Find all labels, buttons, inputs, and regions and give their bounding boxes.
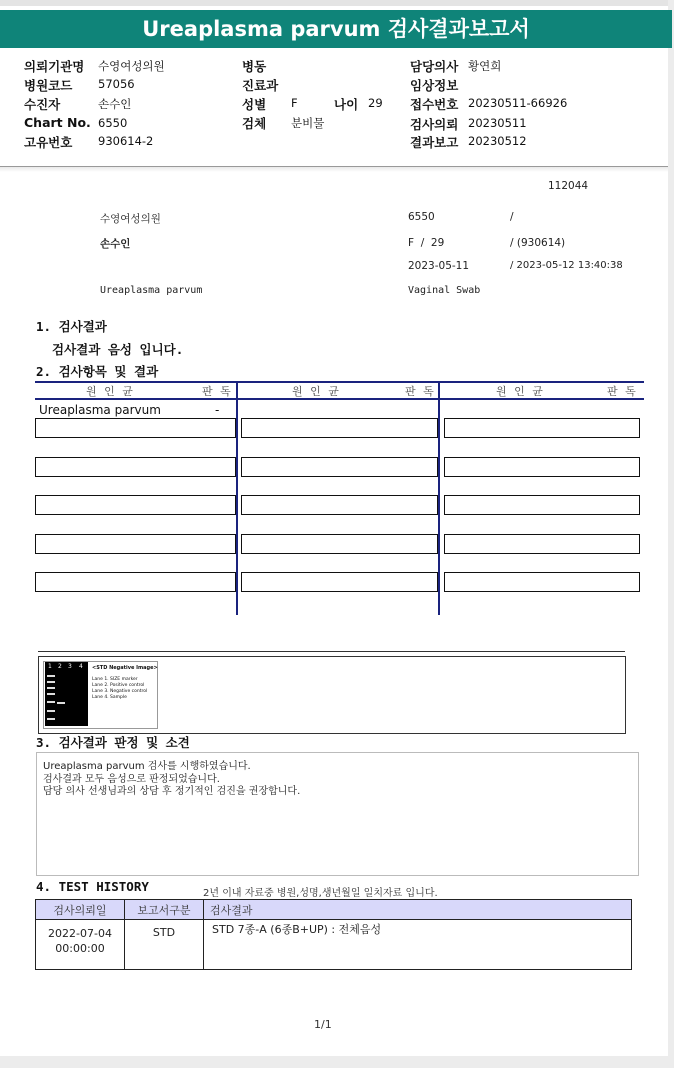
result-cell-box xyxy=(444,495,640,515)
result-cell-box xyxy=(444,457,640,477)
col-pathogen-header-3: 원 인 균 xyxy=(496,385,545,398)
sheet-report-datetime: / 2023-05-12 13:40:38 xyxy=(510,260,623,271)
bottom-border xyxy=(0,1056,674,1068)
department-label: 진료과 xyxy=(242,78,279,93)
gel-band xyxy=(57,702,65,704)
results-grid-divider-1 xyxy=(236,381,238,615)
result-cell-box xyxy=(241,534,438,554)
result-row-result: - xyxy=(215,403,220,417)
unique-no-label: 고유번호 xyxy=(24,135,73,150)
top-border xyxy=(0,0,674,6)
report-date-value: 20230512 xyxy=(468,134,527,148)
result-cell-box xyxy=(35,534,236,554)
section2-title: 2. 검사항목 및 결과 xyxy=(36,364,159,379)
viewer-scrollbar[interactable] xyxy=(668,0,674,1068)
section1-result-text: 검사결과 음성 입니다. xyxy=(52,342,184,357)
patient-label: 수진자 xyxy=(24,97,61,112)
hospital-code-value: 57056 xyxy=(98,77,135,91)
result-cell-box xyxy=(35,418,236,438)
sheet-patient: 손수인 xyxy=(100,238,131,250)
image-panel-divider xyxy=(38,651,625,652)
clinical-info-label: 임상정보 xyxy=(410,78,459,93)
history-date-cell xyxy=(36,920,125,970)
history-type: STD xyxy=(125,920,204,970)
section4-title: 4. TEST HISTORY xyxy=(36,879,149,894)
result-cell-box xyxy=(241,418,438,438)
gel-band xyxy=(47,718,55,720)
opinion-line-2: 검사결과 모두 음성으로 판정되었습니다. xyxy=(43,774,220,785)
gel-legend-4: Lane 4. Sample xyxy=(92,695,127,700)
institution-value: 수영여성의원 xyxy=(98,59,165,73)
result-cell-box xyxy=(241,495,438,515)
history-col-date: 검사의뢰일 xyxy=(36,900,125,920)
opinion-line-1: Ureaplasma parvum 검사를 시행하였습니다. xyxy=(43,761,251,772)
sheet-collect-date: 2023-05-11 xyxy=(408,260,470,272)
table-row xyxy=(36,920,632,970)
doctor-value: 황연희 xyxy=(468,59,502,73)
result-cell-box xyxy=(241,572,438,592)
page-number: 1/1 xyxy=(314,1018,332,1031)
report-title: Ureaplasma parvum 검사결과보고서 xyxy=(0,10,672,48)
header-shadow xyxy=(0,167,668,172)
section1-title: 1. 검사결과 xyxy=(36,319,107,334)
sex-label: 성별 xyxy=(242,97,267,112)
result-cell-box xyxy=(35,457,236,477)
section3-title: 3. 검사결과 판정 및 소견 xyxy=(36,735,190,750)
age-value: 29 xyxy=(368,96,383,110)
sex-value: F xyxy=(291,96,298,110)
sheet-specimen: Vaginal Swab xyxy=(408,285,481,296)
col-result-header-1: 판 독 xyxy=(202,385,233,398)
sheet-chart: 6550 xyxy=(408,211,435,223)
result-cell-box xyxy=(444,534,640,554)
ward-label: 병동 xyxy=(242,59,267,74)
hospital-code-label: 병원코드 xyxy=(24,78,73,93)
results-grid-divider-2 xyxy=(438,381,440,615)
gel-legend-2: Lane 2. Positive control xyxy=(92,683,145,688)
gel-lane-1: 1 xyxy=(48,663,52,670)
sheet-institution: 수영여성의원 xyxy=(100,213,161,225)
gel-band xyxy=(47,687,55,689)
gel-lane-4: 4 xyxy=(79,663,83,670)
sheet-sex-age: F / 29 xyxy=(408,237,445,249)
specimen-label: 검체 xyxy=(242,116,267,131)
gel-legend-1: Lane 1. SIZE marker xyxy=(92,677,138,682)
specimen-value: 분비물 xyxy=(291,116,325,130)
report-date-label: 결과보고 xyxy=(410,135,459,150)
gel-band xyxy=(47,701,55,703)
history-table xyxy=(35,899,632,970)
patient-value: 손수인 xyxy=(98,97,132,111)
request-date-value: 20230511 xyxy=(468,116,527,130)
gel-band xyxy=(47,693,55,695)
unique-no-value: 930614-2 xyxy=(98,134,154,148)
col-result-header-3: 판 독 xyxy=(607,385,638,398)
receipt-no-label: 접수번호 xyxy=(410,97,459,112)
result-cell-box xyxy=(444,418,640,438)
history-date: 2022-07-04 xyxy=(48,927,112,940)
gel-legend-3: Lane 3. Negative control xyxy=(92,689,148,694)
result-cell-box xyxy=(241,457,438,477)
age-label: 나이 xyxy=(334,97,359,112)
chart-no-value: 6550 xyxy=(98,116,128,130)
gel-lane-2: 2 xyxy=(58,663,62,670)
history-note: 2년 이내 자료중 병원,성명,생년월일 일치자료 입니다. xyxy=(203,888,438,899)
history-col-result: 검사결과 xyxy=(204,900,632,920)
institution-label: 의뢰기관명 xyxy=(24,59,85,74)
history-result: STD 7종-A (6종B+UP) : 전체음성 xyxy=(204,920,632,970)
col-pathogen-header-2: 원 인 균 xyxy=(292,385,341,398)
chart-no-label: Chart No. xyxy=(24,115,91,130)
result-row-pathogen: Ureaplasma parvum xyxy=(39,403,161,417)
result-cell-box xyxy=(35,572,236,592)
gel-band xyxy=(47,710,55,712)
result-cell-box xyxy=(444,572,640,592)
result-cell-box xyxy=(35,495,236,515)
history-col-type: 보고서구분 xyxy=(125,900,204,920)
gel-band xyxy=(47,681,55,683)
doctor-label: 담당의사 xyxy=(410,59,459,74)
request-date-label: 검사의뢰 xyxy=(410,117,459,132)
col-pathogen-header-1: 원 인 균 xyxy=(86,385,135,398)
col-result-header-2: 판 독 xyxy=(405,385,436,398)
gel-band xyxy=(47,675,55,677)
history-time: 00:00:00 xyxy=(55,942,105,955)
gel-lane-3: 3 xyxy=(68,663,72,670)
sheet-code: 112044 xyxy=(548,180,589,192)
history-header-row xyxy=(36,900,632,920)
sheet-test-name: Ureaplasma parvum xyxy=(100,285,203,296)
receipt-no-value: 20230511-66926 xyxy=(468,96,568,110)
opinion-line-3: 담당 의사 선생님과의 상담 후 정기적인 검진을 권장합니다. xyxy=(43,786,301,797)
gel-title: <STD Negative Image> xyxy=(92,665,158,671)
sheet-birth: / (930614) xyxy=(510,237,566,249)
sheet-slash: / xyxy=(510,211,514,223)
